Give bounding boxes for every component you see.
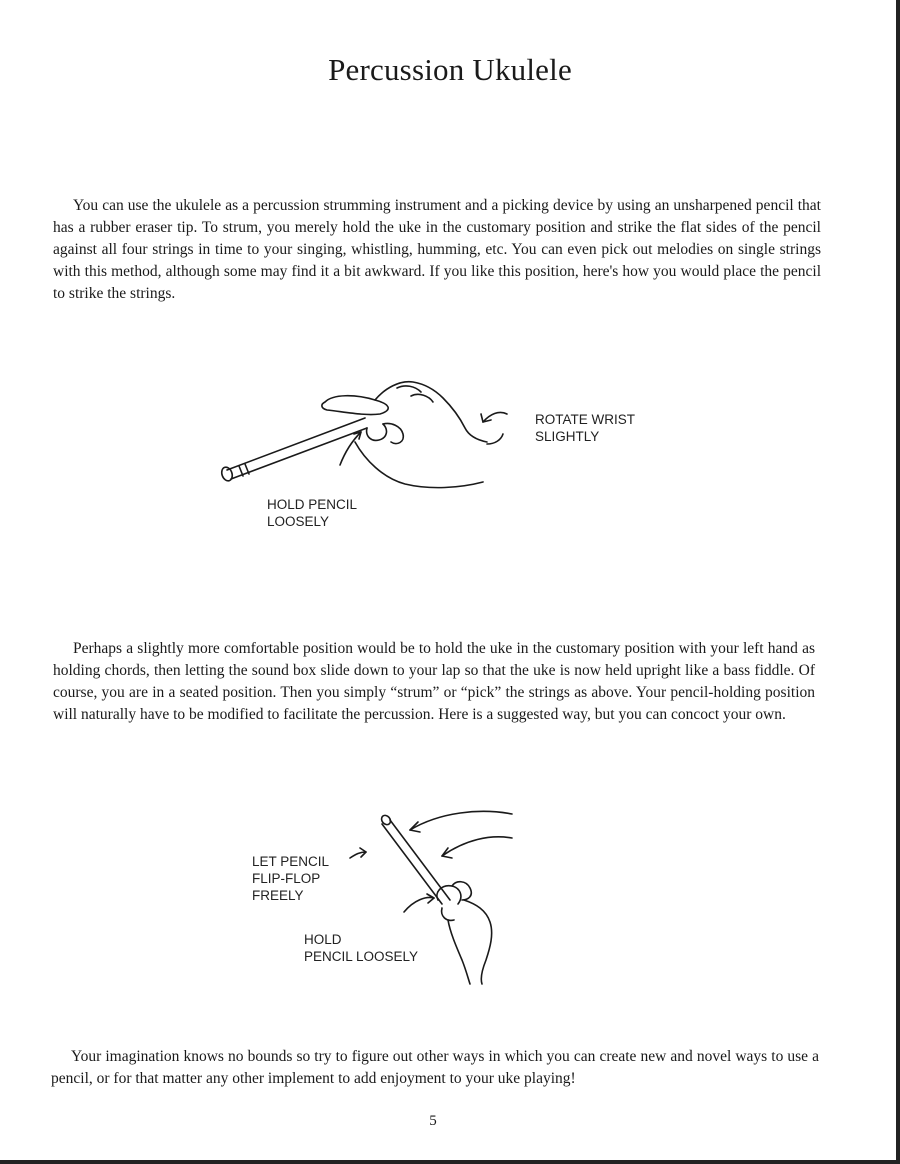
paragraph-imagination-text: Your imagination knows no bounds so try to figure out other ways in which you can create new and novel ways to use a pencil, or for that matter any other implement to add enjoyment to your uke playing! — [51, 1048, 819, 1087]
page-title: Percussion Ukulele — [328, 52, 572, 87]
hold-pencil-loosely-label: HOLD PENCIL LOOSELY — [304, 932, 419, 964]
rotate-wrist-label: ROTATE WRIST SLIGHTLY — [535, 412, 635, 444]
hand-holding-pencil-illustration — [215, 370, 515, 500]
paragraph-imagination — [51, 1046, 819, 1090]
scan-bottom-edge — [0, 1160, 900, 1164]
paragraph-intro — [53, 195, 821, 305]
scan-right-edge — [896, 0, 900, 1164]
paragraph-upright — [53, 638, 815, 726]
page-number: 5 — [429, 1113, 437, 1129]
hold-pencil-label: HOLD PENCIL LOOSELY — [267, 497, 358, 529]
paragraph-intro-text: You can use the ukulele as a percussion strumming instrument and a picking device by using an unsharpened pencil that has a rubber eraser tip. To strum, you merely hold the uke in the customary position and strike the flat sides of the pencil against all four strings in time to your singing, whistling, humming, etc. You can even pick out melodies on single strings with this method, although some may find it a bit awkward. If you like this position, here's how you would place the pencil to strike the strings. — [53, 197, 821, 302]
paragraph-upright-text: Perhaps a slightly more comfortable position would be to hold the uke in the customary position with your left hand as holding chords, then letting the sound box slide down to your lap so that the uke is now held upright like a bass fiddle. Of course, you are in a seated position. Then you simply “strum” or “pick” the strings as above. Your pencil-holding position will naturally have to be modified to facilitate the percussion. Here is a suggested way, but you can concoct your own. — [53, 640, 815, 723]
flip-flop-label: LET PENCIL FLIP-FLOP FREELY — [252, 854, 330, 903]
